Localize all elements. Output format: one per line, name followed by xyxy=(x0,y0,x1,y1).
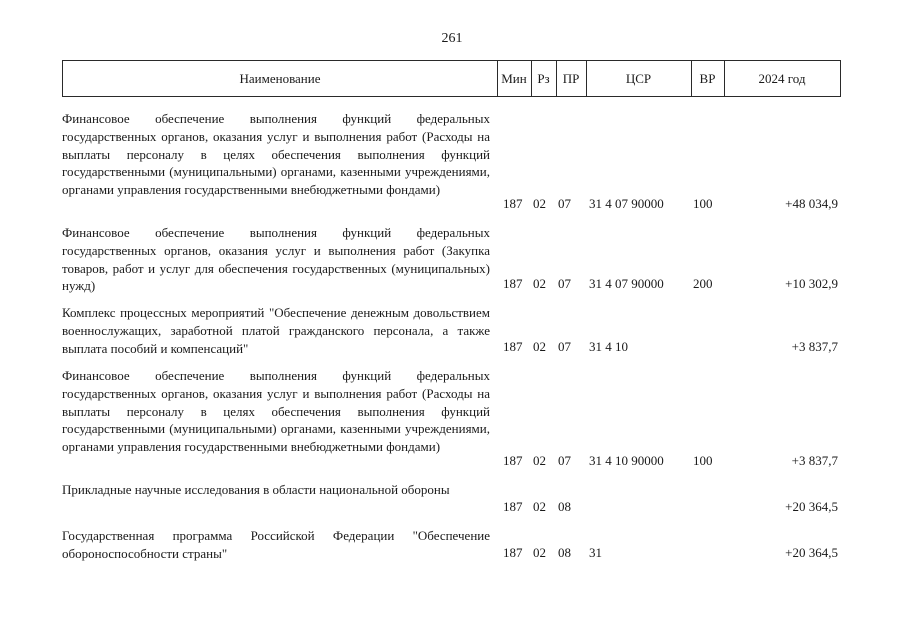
row-vr: 200 xyxy=(693,276,713,291)
header-rz: Рз xyxy=(531,60,557,97)
row-rz: 02 xyxy=(533,453,546,468)
header-vr: ВР xyxy=(691,60,725,97)
row-min: 187 xyxy=(503,499,523,514)
row-min: 187 xyxy=(503,339,523,354)
row-min: 187 xyxy=(503,196,523,211)
row-pr: 07 xyxy=(558,196,571,211)
row-pr: 08 xyxy=(558,545,571,560)
row-min: 187 xyxy=(503,545,523,560)
row-min: 187 xyxy=(503,453,523,468)
row-amount: +20 364,5 xyxy=(785,545,838,560)
row-pr: 07 xyxy=(558,276,571,291)
header-year: 2024 год xyxy=(724,60,841,97)
row-amount: +3 837,7 xyxy=(791,453,838,468)
row-vr: 100 xyxy=(693,453,713,468)
row-csr: 31 xyxy=(589,545,602,560)
row-amount: +20 364,5 xyxy=(785,499,838,514)
row-rz: 02 xyxy=(533,339,546,354)
row-pr: 07 xyxy=(558,339,571,354)
header-name: Наименование xyxy=(62,60,498,97)
row-rz: 02 xyxy=(533,276,546,291)
row-pr: 07 xyxy=(558,453,571,468)
page-number: 261 xyxy=(441,31,463,46)
row-name: Комплекс процессных мероприятий "Обеспечение денежным довольствием военнослужащих, заработной платой гражданского персонала, а также выплата пособий и компенсаций" xyxy=(62,305,490,356)
row-amount: +48 034,9 xyxy=(785,196,838,211)
header-pr: ПР xyxy=(556,60,587,97)
row-csr: 31 4 07 90000 xyxy=(589,196,664,211)
row-vr: 100 xyxy=(693,196,713,211)
row-name: Финансовое обеспечение выполнения функций федеральных государственных органов, оказания услуг и выполнения работ (Расходы на выплаты персоналу в целях обеспечения выполнения функций государственными (муниципальными) органами, казенными учреждениями, органами управления государственными внебюджетными фондами) xyxy=(62,368,490,455)
header-min: Мин xyxy=(497,60,532,97)
row-name: Прикладные научные исследования в области национальной обороны xyxy=(62,482,450,497)
row-rz: 02 xyxy=(533,545,546,560)
row-name: Финансовое обеспечение выполнения функций федеральных государственных органов, оказания услуг и выполнения работ (Расходы на выплаты персоналу в целях обеспечения выполнения функций государственными (муниципальными) органами, казенными учреждениями, органами управления государственными внебюджетными фондами) xyxy=(62,111,490,198)
row-rz: 02 xyxy=(533,499,546,514)
row-name: Государственная программа Российской Федерации "Обеспечение обороноспособности страны" xyxy=(62,528,490,561)
row-pr: 08 xyxy=(558,499,571,514)
row-min: 187 xyxy=(503,276,523,291)
row-name: Финансовое обеспечение выполнения функций федеральных государственных органов, оказания услуг и выполнения работ (Закупка товаров, работ и услуг для обеспечения государственных (муниципальных) нужд) xyxy=(62,225,490,294)
row-csr: 31 4 07 90000 xyxy=(589,276,664,291)
row-rz: 02 xyxy=(533,196,546,211)
row-amount: +10 302,9 xyxy=(785,276,838,291)
header-csr: ЦСР xyxy=(586,60,692,97)
row-csr: 31 4 10 90000 xyxy=(589,453,664,468)
row-amount: +3 837,7 xyxy=(791,339,838,354)
row-csr: 31 4 10 xyxy=(589,339,628,354)
